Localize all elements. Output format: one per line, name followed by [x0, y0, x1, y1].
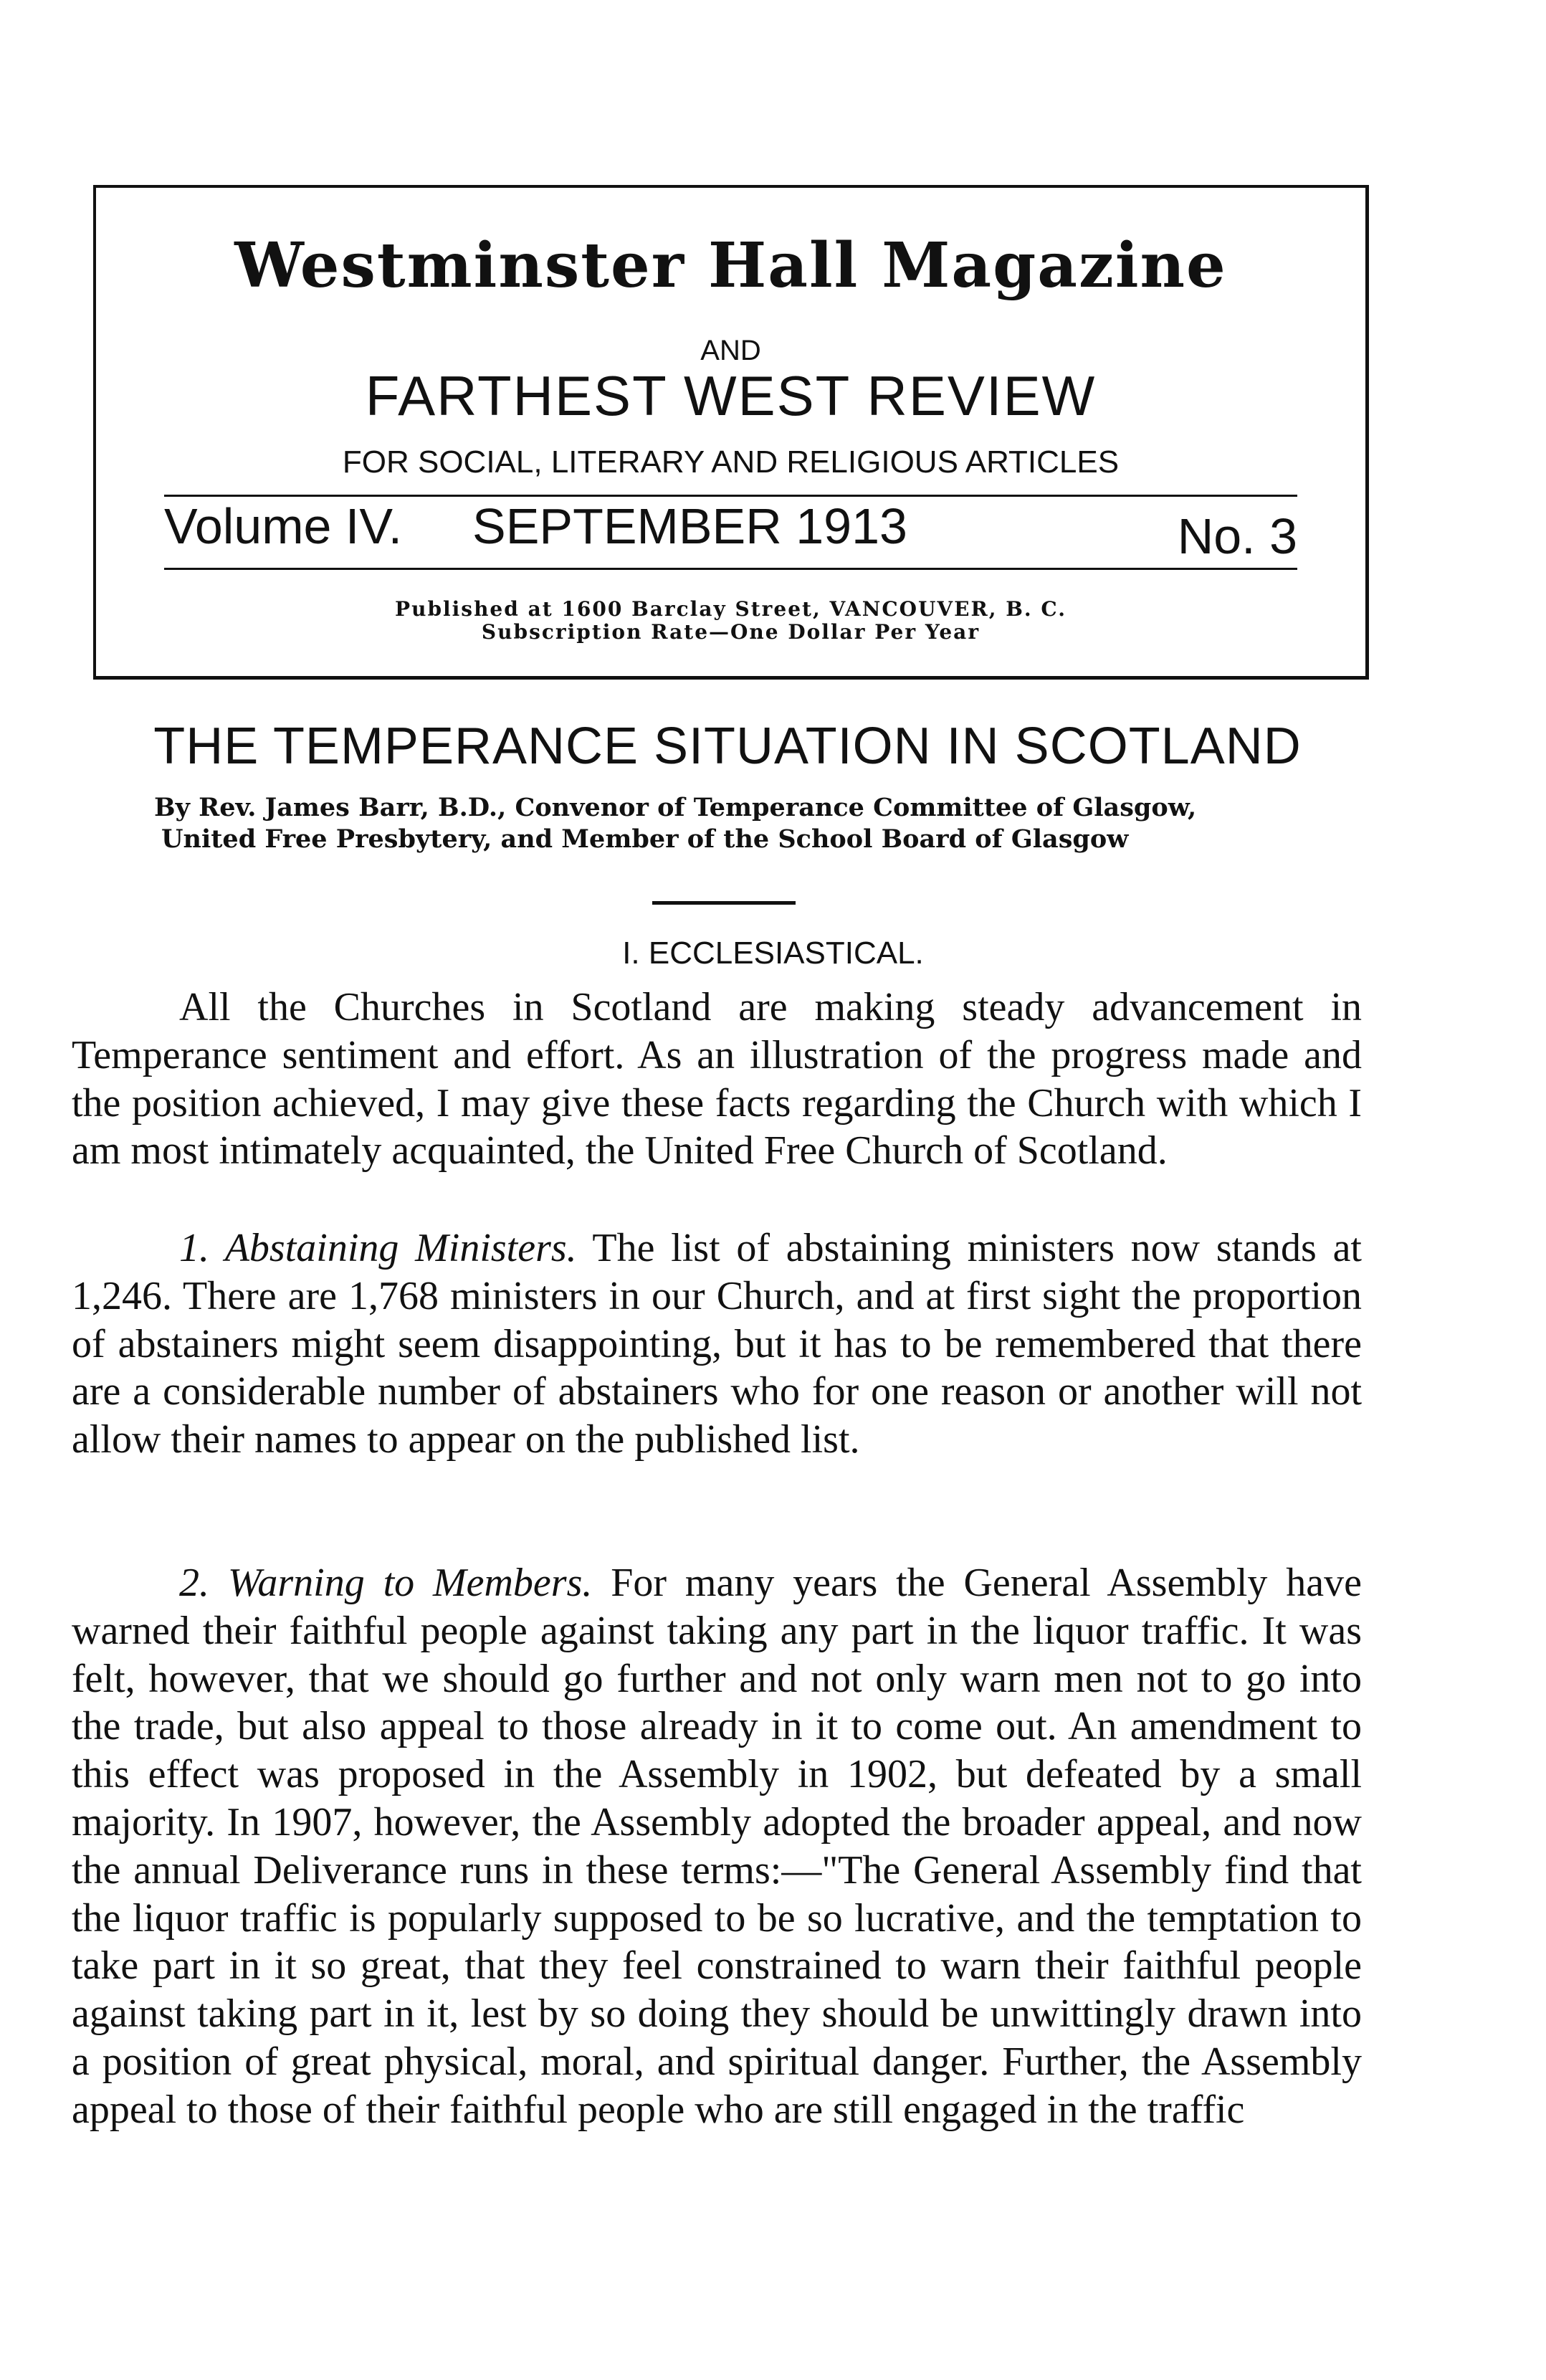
masthead-and: AND	[700, 335, 761, 366]
article-byline	[154, 792, 1344, 855]
paragraph-3	[72, 1559, 1362, 2134]
masthead-subtitle: FOR SOCIAL, LITERARY AND RELIGIOUS ARTICLES	[342, 444, 1120, 480]
magazine-title: Westminster Hall Magazine	[234, 229, 1227, 302]
paragraph-2	[72, 1224, 1362, 1464]
section-divider	[652, 901, 796, 905]
subscription-rate: Subscription Rate—One Dollar Per Year	[481, 620, 980, 644]
issue-date: SEPTEMBER 1913	[472, 498, 907, 554]
paragraph-1	[72, 984, 1362, 1175]
masthead-rule-bottom	[164, 568, 1297, 570]
paragraph-2-heading: 1. Abstaining Ministers.	[179, 1226, 577, 1270]
paragraph-1-text: All the Churches in Scotland are making steady advancement in Temperance sentiment and effort. As an illustration of the progress made and the position achieved, I may give these facts regarding the Church with which I am most intimately acquainted, the United Free Church of Scotland.	[72, 985, 1362, 1174]
publication-info	[96, 598, 1365, 644]
paragraph-3-body: For many years the General Assembly have warned their faithful people against taking any part in the liquor traffic. It was felt, however, that we should go further and not only warn men not to go into the trade, but also appeal to those already in it to come out. An amendment to this effect was proposed in the Assembly in 1902, but defeated by a small majority. In 1907, however, the Assembly adopted the broader appeal, and now the annual Deliverance runs in these terms:—"The General Assembly find that the liquor traffic is popularly supposed to be so lucrative, and the temptation to take part in it so great, that they feel constrained to warn their faithful people against taking part in it, lest by so doing they should be unwittingly drawn into a position of great physical, moral, and spiritual danger. Further, the Assembly appeal to those of their faithful people who are still engaged in the traffic	[72, 1561, 1363, 2132]
article-title: THE TEMPERANCE SITUATION IN SCOTLAND	[153, 718, 1302, 775]
section-heading: I. ECCLESIASTICAL.	[622, 936, 924, 971]
review-title: FARTHEST WEST REVIEW	[365, 364, 1097, 427]
masthead-box	[93, 185, 1369, 680]
volume-line	[164, 498, 1297, 569]
masthead-rule-top	[164, 495, 1297, 497]
paragraph-3-text	[72, 1559, 1362, 2134]
volume-label: Volume IV.	[164, 498, 403, 554]
byline-line-2: United Free Presbytery, and Member of the School Board of Glasgow	[161, 824, 1129, 854]
paragraph-2-text	[72, 1224, 1362, 1464]
byline-line-1: By Rev. James Barr, B.D., Convenor of Temperance Committee of Glasgow,	[154, 793, 1197, 822]
paragraph-2-body: The list of abstaining ministers now stands at 1,246. There are 1,768 ministers in our Church, and at first sight the proportion of abstainers might seem disappointing, but it has to be remembered that there are a considerable number of abstainers who for one reason or another will not allow their names to appear on the published list.	[72, 1226, 1362, 1462]
issue-number: No. 3	[1177, 508, 1297, 564]
paragraph-3-heading: 2. Warning to Members.	[179, 1561, 593, 1605]
publisher-address: Published at 1600 Barclay Street, VANCOUVER, B. C.	[395, 597, 1067, 621]
